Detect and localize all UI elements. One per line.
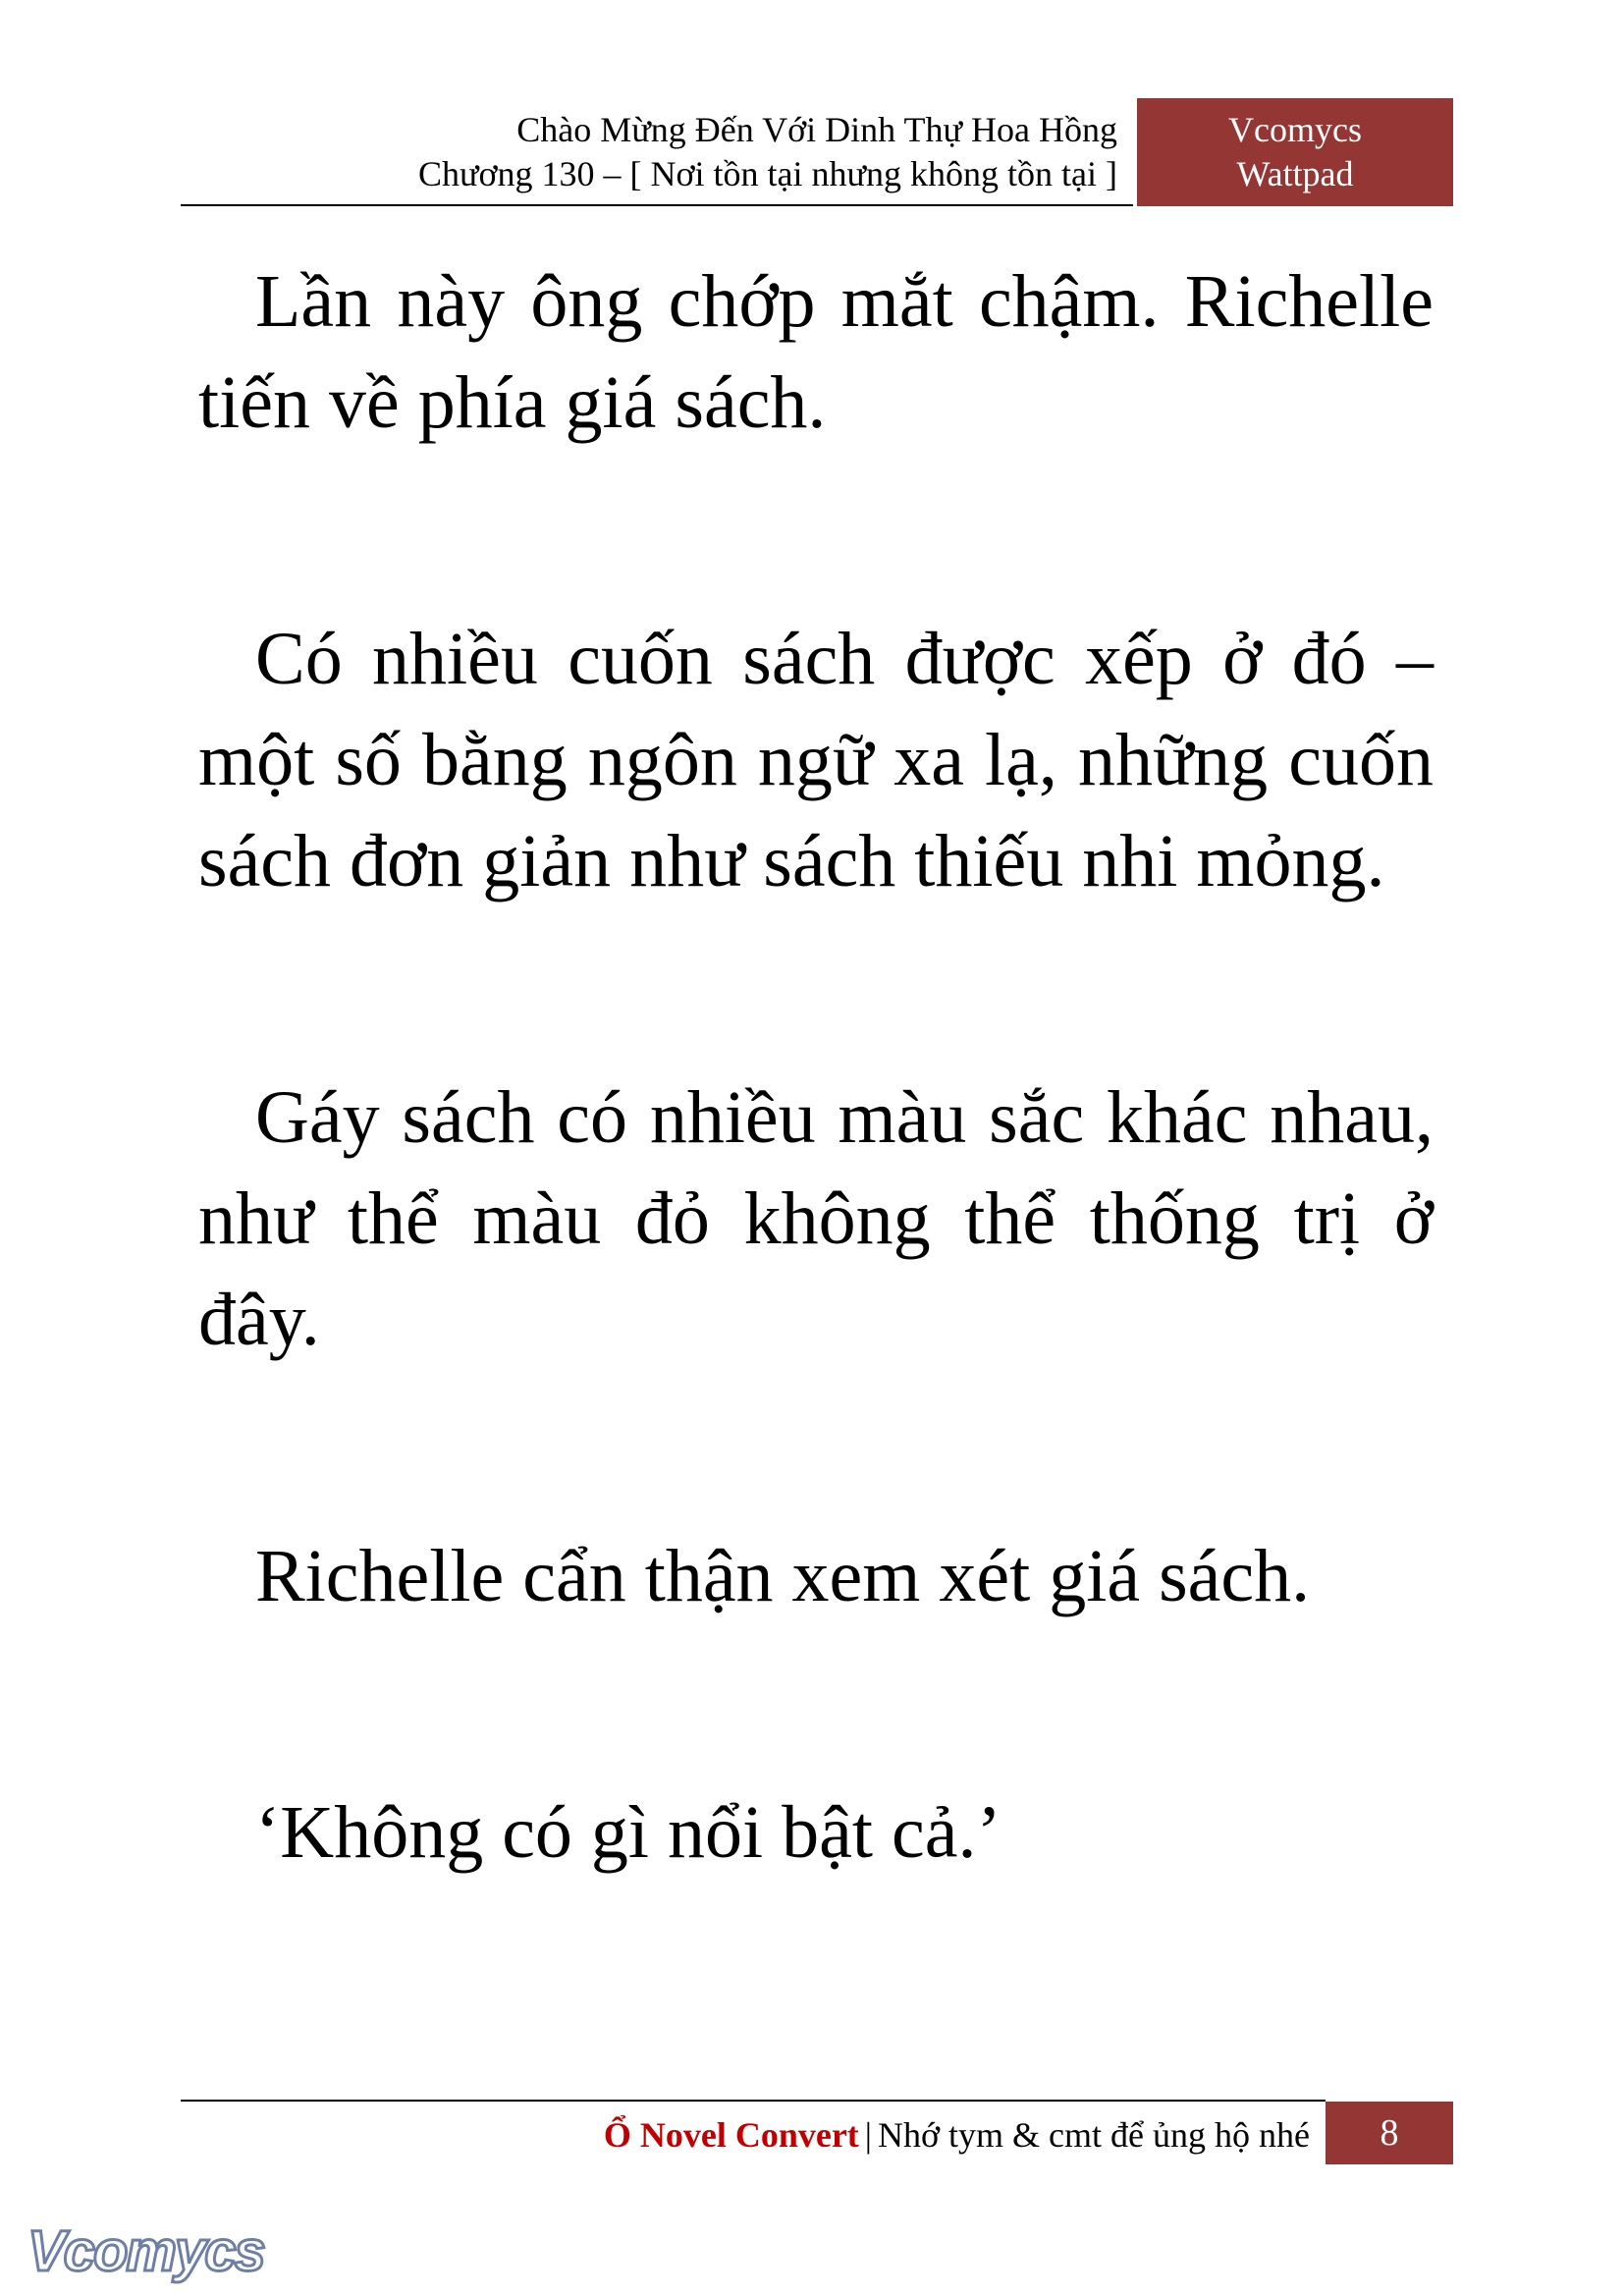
page-header <box>181 98 1453 206</box>
paragraph: Lần này ông chớp mắt chậm. Richelle tiến về phía giá sách. <box>198 260 1434 444</box>
paragraph: Richelle cẩn thận xem xét giá sách. <box>255 1535 1311 1617</box>
page-number: 8 <box>1326 2102 1453 2164</box>
page-body <box>198 251 1434 1884</box>
paragraph: Có nhiều cuốn sách được xếp ở đó – một số bằng ngôn ngữ xa lạ, những cuốn sách đơn giản như sách thiếu nhi mỏng. <box>198 618 1434 902</box>
watermark-logo: Vcomycs <box>27 2219 264 2283</box>
brand-name: Vcomycs <box>1228 110 1362 149</box>
footer-message: Nhớ tym & cmt để ủng hộ nhé <box>878 2115 1310 2155</box>
brand-platform: Wattpad <box>1236 154 1354 193</box>
footer-separator: | <box>864 2115 873 2155</box>
paragraph: Gáy sách có nhiều màu sắc khác nhau, như thể màu đỏ không thể thống trị ở đây. <box>198 1076 1434 1361</box>
paragraph: ‘Không có gì nổi bật cả.’ <box>255 1791 1001 1874</box>
header-divider <box>181 204 1133 206</box>
footer-text <box>181 2107 1310 2166</box>
footer-brand: Ổ Novel Convert <box>603 2115 859 2155</box>
chapter-title: Chương 130 – [ Nơi tồn tại nhưng không tồn tại ] <box>417 154 1117 193</box>
book-title: Chào Mừng Đến Với Dinh Thự Hoa Hồng <box>516 110 1117 149</box>
page-footer <box>181 2100 1453 2168</box>
header-text <box>181 98 1117 204</box>
header-brand-box <box>1137 98 1453 206</box>
footer-divider <box>181 2100 1326 2102</box>
